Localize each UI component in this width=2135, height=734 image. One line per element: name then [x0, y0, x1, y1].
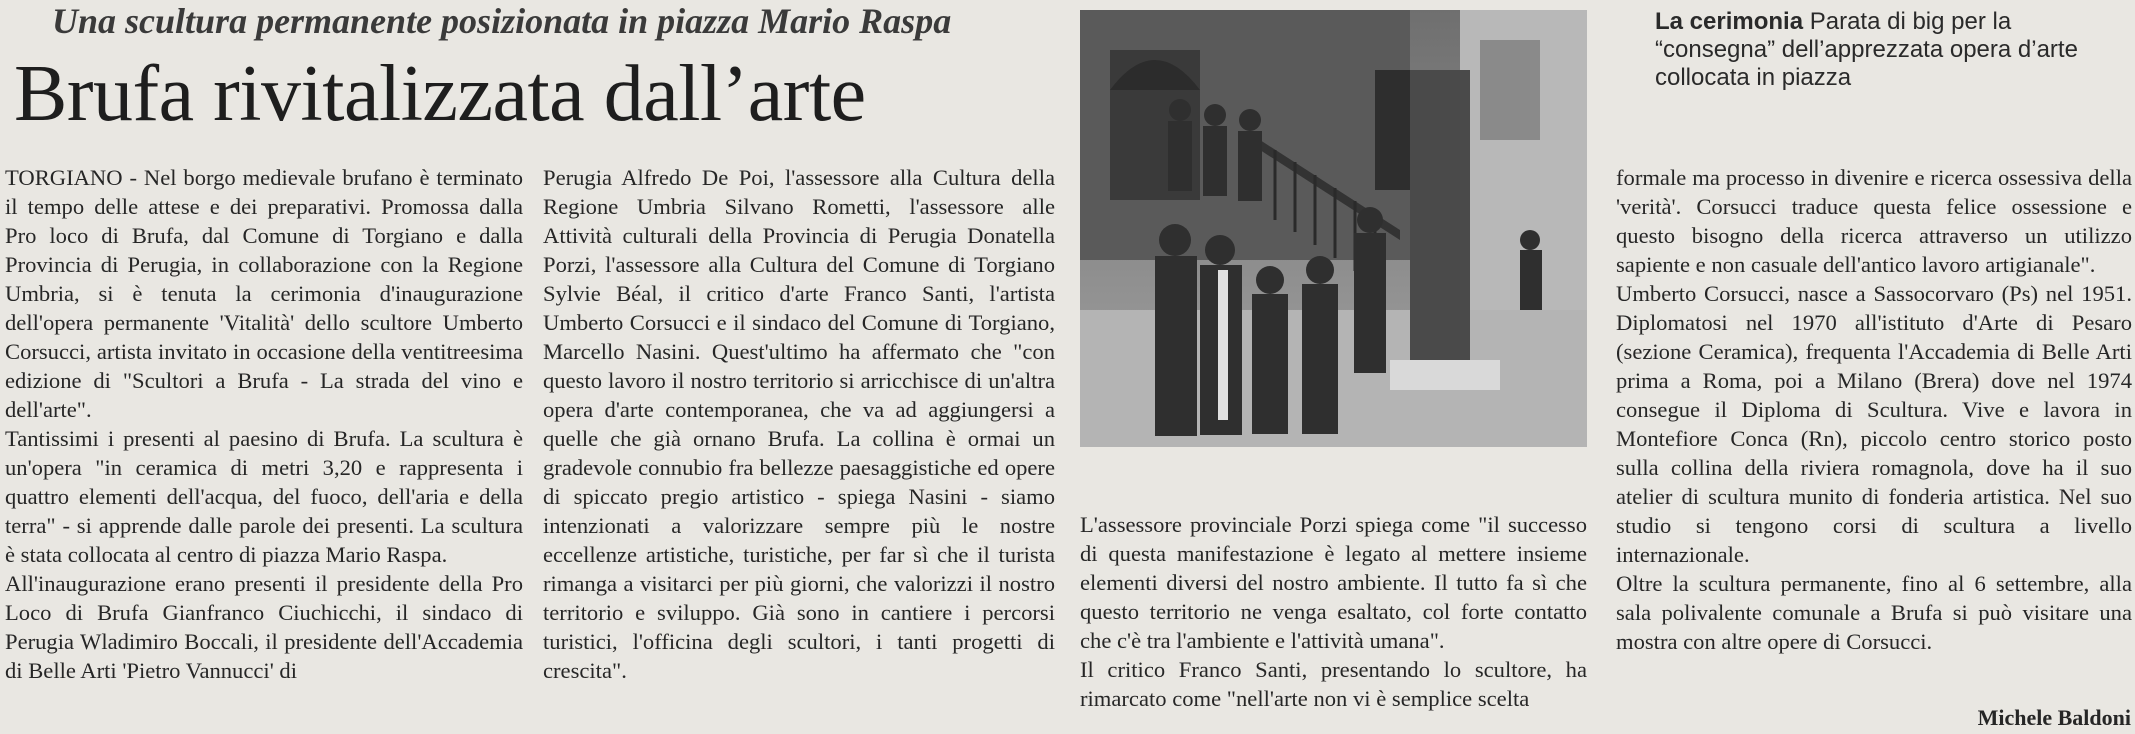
caption-lead: La cerimonia — [1655, 8, 1804, 35]
photo-caption — [1655, 8, 2125, 92]
ceremony-photo — [1080, 10, 1587, 447]
paragraph: Umberto Corsucci, nasce a Sassocorvaro (Ps) nel 1951. Diplomatosi nel 1970 all'istituto d'Arte di Pesaro (sezione Ceramica), frequenta l'Accademia di Belle Arti prima a Roma, poi a Milano (Brera) dove nel 1974 consegue il Diploma di Scultura. Vive e lavora in Montefiore Conca (Rn), piccolo centro storico posto sulla collina della riviera romagnola, dove ha il suo atelier di scultura munito di fonderia artistica. Nel suo studio si tengono corsi di scultura a livello internazionale. — [1616, 281, 2132, 567]
article-column-2 — [543, 163, 1055, 685]
headline: Brufa rivitalizzata dall’arte — [14, 50, 866, 138]
article-column-4 — [1616, 163, 2132, 656]
paragraph: L'assessore provinciale Porzi spiega come "il successo di questa manifestazione è legato al mettere insieme elementi diversi del nostro ambiente. Il tutto fa sì che questo territorio ne venga esaltato, col forte contatto che c'è tra l'ambiente e l'attività umana". — [1080, 512, 1587, 653]
paragraph: formale ma processo in divenire e ricerca ossessiva della 'verità'. Corsucci traduce questa felice ossessione e questo bisogno della ricerca attraverso un utilizzo sapiente e non casuale dell'antico lavoro artigianale". — [1616, 165, 2132, 277]
paragraph: Tantissimi i presenti al paesino di Brufa. La scultura è un'opera "in ceramica di metri 3,20 e rappresenta i quattro elementi dell'acqua, del fuoco, dell'aria e della terra" - si apprende dalle parole dei presenti. La scultura è stata collocata al centro di piazza Mario Raspa. — [5, 426, 523, 567]
caption-text: Parata di big per la “consegna” dell’apprezzata opera d’arte collocata in piazza — [1655, 8, 2078, 91]
byline: Michele Baldoni — [1977, 705, 2131, 730]
paragraph: Il critico Franco Santi, presentando lo scultore, ha rimarcato come "nell'arte non vi è semplice scelta — [1080, 657, 1587, 711]
photo-image — [1080, 10, 1587, 447]
paragraph: Perugia Alfredo De Poi, l'assessore alla Cultura della Regione Umbria Silvano Rometti, l'assessore alle Attività culturali della Provincia di Perugia Donatella Porzi, l'assessore alla Cultura del Comune di Torgiano Sylvie Béal, il critico d'arte Franco Santi, l'artista Umberto Corsucci e il sindaco del Comune di Torgiano, Marcello Nasini. Quest'ultimo ha affermato che "con questo lavoro il nostro territorio si arricchisce di un'altra opera d'arte contemporanea, che va ad aggiungersi a quelle che già ornano Brufa. La collina è ormai un gradevole connubio fra bellezze paesaggistiche ed opere di spiccato pregio artistico - spiega Nasini - siamo intenzionati a valorizzare sempre più le nostre eccellenze artistiche, turistiche, per far sì che il turista rimanga a visitarci per più giorni, che valorizzi il nostro territorio e sviluppo. Già sono in cantiere i percorsi turistici, l'officina degli scultori, i tanti progetti di crescita". — [543, 165, 1055, 683]
paragraph: All'inaugurazione erano presenti il presidente della Pro Loco di Brufa Gianfranco Ciuchicchi, il sindaco di Perugia Wladimiro Boccali, il presidente dell'Accademia di Belle Arti 'Pietro Vannucci' di — [5, 571, 523, 683]
article-column-3 — [1080, 510, 1587, 713]
paragraph: Oltre la scultura permanente, fino al 6 settembre, alla sala polivalente comunale a Brufa si può visitare una mostra con altre opere di Corsucci. — [1616, 571, 2132, 654]
kicker: Una scultura permanente posizionata in piazza Mario Raspa — [52, 1, 952, 41]
article-column-1 — [5, 163, 523, 685]
paragraph: TORGIANO - Nel borgo medievale brufano è terminato il tempo delle attese e dei preparativi. Promossa dalla Pro loco di Brufa, dal Comune di Torgiano e dalla Provincia di Perugia, in collaborazione con la Regione Umbria, si è tenuta la cerimonia d'inaugurazione dell'opera permanente 'Vitalità' dello scultore Umberto Corsucci, artista invitato in occasione della ventitreesima edizione di "Scultori a Brufa - La strada del vino e dell'arte". — [5, 165, 523, 422]
